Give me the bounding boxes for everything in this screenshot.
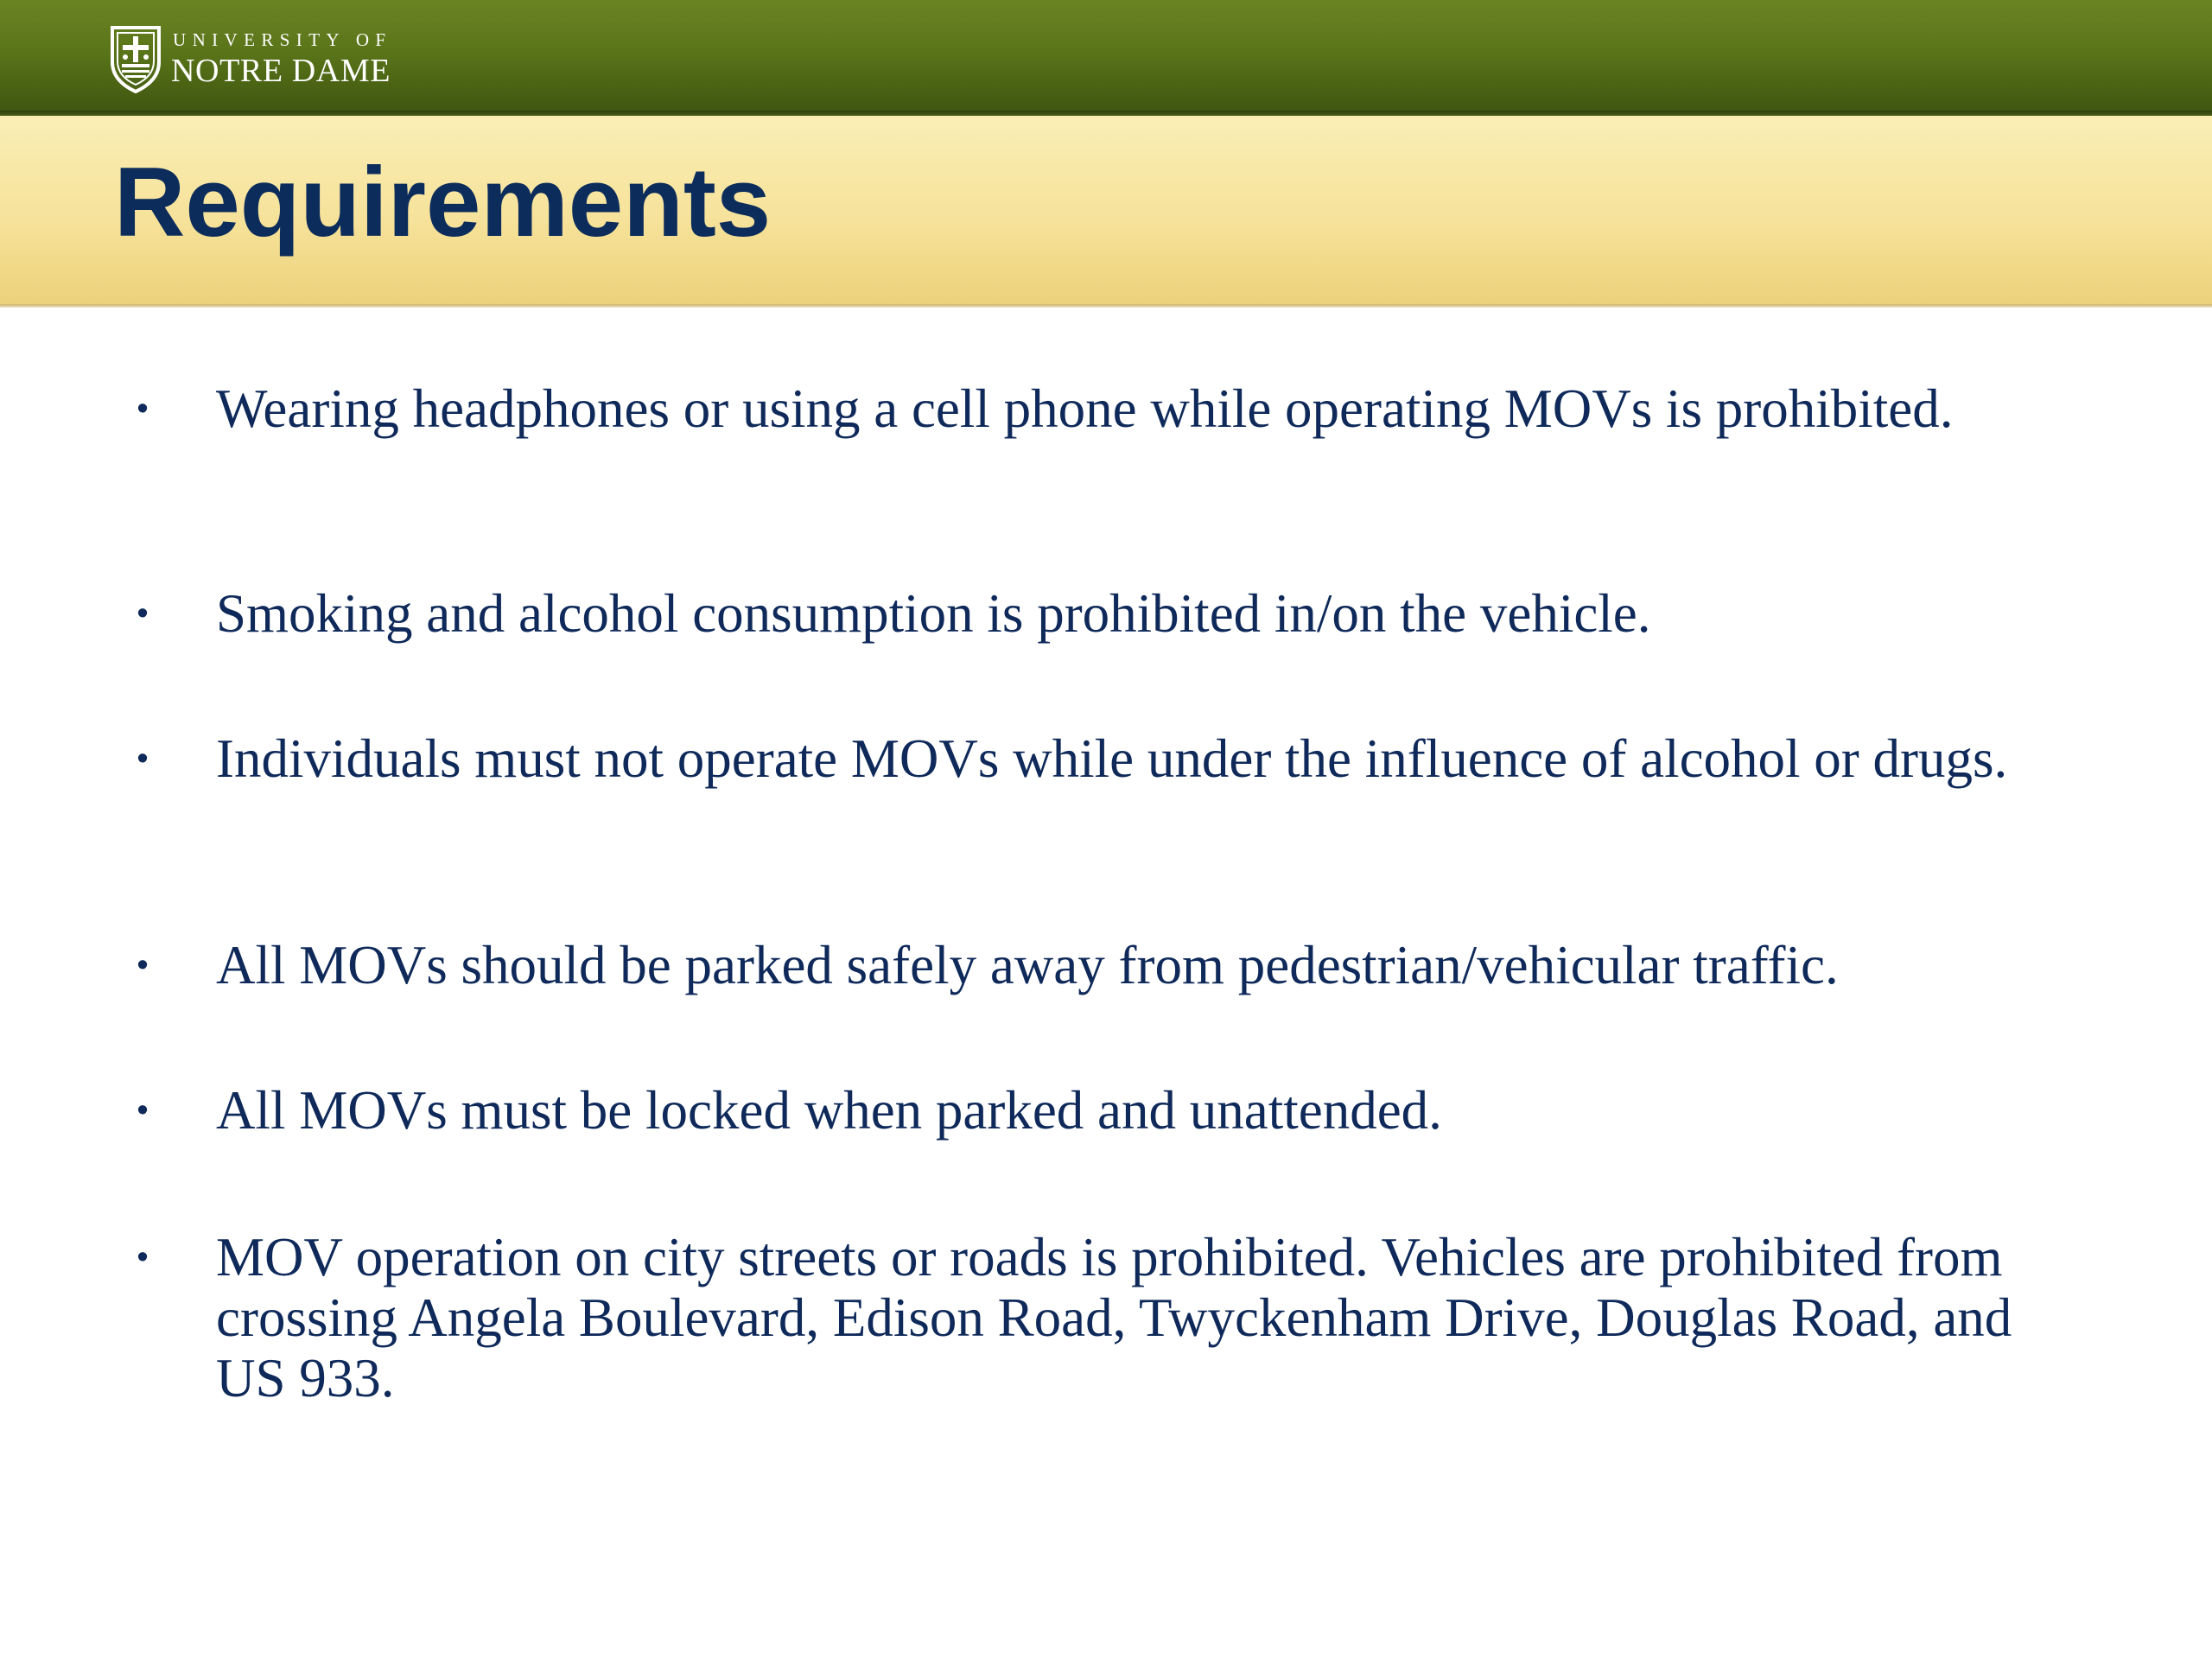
bullet-marker: •	[137, 595, 149, 632]
bullet-text: All MOVs should be parked safely away from pedestrian/vehicular traffic.	[216, 935, 1839, 995]
bullet-text: Individuals must not operate MOVs while under the influence of alcohol or drugs.	[216, 728, 2008, 789]
title-band-divider	[0, 304, 2212, 308]
bullet-text: Smoking and alcohol consumption is prohibited in/on the vehicle.	[216, 583, 1651, 644]
bullet-text: All MOVs must be locked when parked and unattended.	[216, 1080, 1442, 1141]
university-logo	[109, 22, 392, 95]
bullet-text: MOV operation on city streets or roads is prohibited. Vehicles are prohibited from crossing Angela Boulevard, Edison Road, Twyckenham Drive, Douglas Road, and US 933.	[216, 1227, 2012, 1408]
bullet-marker: •	[137, 741, 149, 777]
logo-line-2: NOTRE DAME	[171, 52, 391, 89]
shield-icon	[109, 24, 162, 93]
bullet-marker: •	[137, 1092, 149, 1128]
logo-line-1: UNIVERSITY OF	[173, 29, 392, 50]
bullet-marker: •	[137, 947, 149, 983]
bullet-marker: •	[137, 391, 149, 427]
header-bar	[0, 0, 2212, 115]
bullet-text: Wearing headphones or using a cell phone while operating MOVs is prohibited.	[216, 378, 1954, 439]
slide-title: Requirements	[114, 148, 772, 257]
logo-wordmark	[171, 31, 392, 87]
bullet-marker: •	[137, 1239, 149, 1275]
